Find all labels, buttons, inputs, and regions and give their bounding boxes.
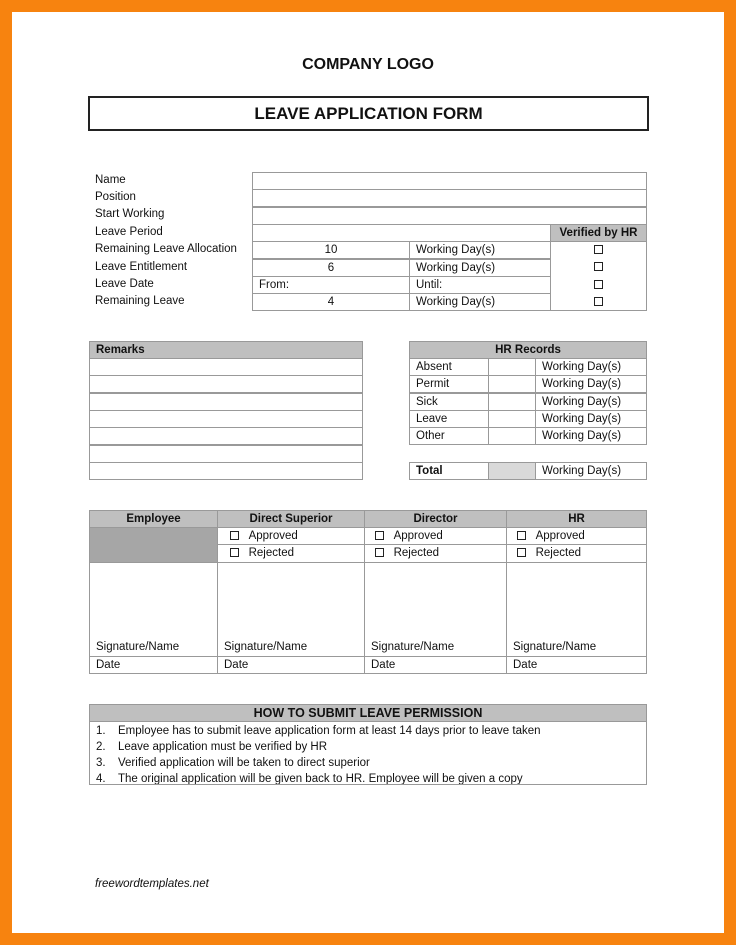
- total-unit: Working Day(s): [535, 462, 647, 480]
- start-working-label: Start Working: [95, 208, 165, 220]
- verified-checkboxes: [550, 241, 647, 311]
- hr-record-unit: Working Day(s): [535, 410, 647, 428]
- superior-approved-option[interactable]: Approved: [217, 527, 365, 545]
- hr-record-value[interactable]: [488, 410, 536, 428]
- checkbox-icon: [230, 531, 239, 540]
- direct-superior-header: Direct Superior: [217, 510, 365, 528]
- instruction-item: 1. Employee has to submit leave application form at least 14 days prior to leave taken: [96, 725, 541, 737]
- leave-date-label: Leave Date: [95, 278, 154, 290]
- remarks-line[interactable]: [89, 358, 363, 376]
- leave-date-until[interactable]: Until:: [409, 276, 551, 294]
- leave-entitlement-label: Leave Entitlement: [95, 261, 188, 273]
- hr-records-header: HR Records: [409, 341, 647, 359]
- checkbox-icon: [230, 548, 239, 557]
- verified-checkbox[interactable]: [551, 242, 646, 259]
- form-title: LEAVE APPLICATION FORM: [88, 96, 649, 131]
- remaining-allocation-label: Remaining Leave Allocation: [95, 243, 237, 255]
- instruction-item: 4. The original application will be given back to HR. Employee will be given a copy: [96, 773, 523, 785]
- total-value: [488, 462, 536, 480]
- employee-date[interactable]: Date: [89, 656, 218, 674]
- superior-signature-box[interactable]: Signature/Name: [217, 562, 365, 657]
- remarks-line[interactable]: [89, 410, 363, 428]
- verified-checkbox[interactable]: [551, 259, 646, 276]
- employee-header: Employee: [89, 510, 218, 528]
- hr-header: HR: [506, 510, 647, 528]
- verified-checkbox[interactable]: [551, 294, 646, 311]
- checkbox-icon: [517, 531, 526, 540]
- remarks-line[interactable]: [89, 427, 363, 445]
- hr-record-label: Permit: [409, 375, 489, 393]
- hr-record-label: Leave: [409, 410, 489, 428]
- director-date[interactable]: Date: [364, 656, 507, 674]
- leave-period-label: Leave Period: [95, 226, 163, 238]
- director-header: Director: [364, 510, 507, 528]
- total-label: Total: [409, 462, 489, 480]
- verified-checkbox[interactable]: [551, 277, 646, 294]
- hr-record-label: Sick: [409, 393, 489, 411]
- leave-period-field[interactable]: [252, 224, 551, 242]
- entitlement-value[interactable]: 6: [252, 259, 410, 277]
- remarks-line[interactable]: [89, 462, 363, 480]
- hr-record-label: Absent: [409, 358, 489, 376]
- hr-record-value[interactable]: [488, 427, 536, 445]
- hr-record-value[interactable]: [488, 375, 536, 393]
- director-rejected-option[interactable]: Rejected: [364, 544, 507, 563]
- checkbox-icon: [375, 531, 384, 540]
- remarks-line[interactable]: [89, 445, 363, 463]
- hr-record-unit: Working Day(s): [535, 393, 647, 411]
- superior-rejected-option[interactable]: Rejected: [217, 544, 365, 563]
- remaining-leave-label: Remaining Leave: [95, 295, 185, 307]
- position-field[interactable]: [252, 189, 647, 207]
- director-approved-option[interactable]: Approved: [364, 527, 507, 545]
- name-field[interactable]: [252, 172, 647, 190]
- employee-signature-box[interactable]: Signature/Name: [89, 562, 218, 657]
- verified-by-hr-header: Verified by HR: [550, 224, 647, 242]
- hr-approved-option[interactable]: Approved: [506, 527, 647, 545]
- leave-date-from[interactable]: From:: [252, 276, 410, 294]
- instruction-item: 3. Verified application will be taken to direct superior: [96, 757, 370, 769]
- start-working-field[interactable]: [252, 207, 647, 225]
- hr-signature-box[interactable]: Signature/Name: [506, 562, 647, 657]
- remaining-allocation-unit: Working Day(s): [409, 241, 551, 259]
- remaining-allocation-value[interactable]: 10: [252, 241, 410, 259]
- hr-record-label: Other: [409, 427, 489, 445]
- position-label: Position: [95, 191, 136, 203]
- superior-date[interactable]: Date: [217, 656, 365, 674]
- hr-record-unit: Working Day(s): [535, 358, 647, 376]
- footer-source: freewordtemplates.net: [95, 878, 209, 890]
- company-logo: COMPANY LOGO: [302, 56, 434, 73]
- instruction-item: 2. Leave application must be verified by HR: [96, 741, 328, 753]
- remarks-line[interactable]: [89, 393, 363, 411]
- hr-date[interactable]: Date: [506, 656, 647, 674]
- remaining-leave-unit: Working Day(s): [409, 293, 551, 311]
- entitlement-unit: Working Day(s): [409, 259, 551, 277]
- hr-record-value[interactable]: [488, 358, 536, 376]
- checkbox-icon: [517, 548, 526, 557]
- employee-shaded-cell: [89, 527, 218, 563]
- checkbox-icon: [375, 548, 384, 557]
- leave-form-page: [12, 12, 724, 933]
- hr-rejected-option[interactable]: Rejected: [506, 544, 647, 563]
- remarks-line[interactable]: [89, 375, 363, 393]
- name-label: Name: [95, 174, 126, 186]
- instructions-header: HOW TO SUBMIT LEAVE PERMISSION: [89, 704, 647, 722]
- director-signature-box[interactable]: Signature/Name: [364, 562, 507, 657]
- hr-record-unit: Working Day(s): [535, 375, 647, 393]
- remaining-leave-value[interactable]: 4: [252, 293, 410, 311]
- remarks-header: Remarks: [89, 341, 363, 359]
- hr-record-unit: Working Day(s): [535, 427, 647, 445]
- instructions-list: [89, 721, 647, 785]
- hr-record-value[interactable]: [488, 393, 536, 411]
